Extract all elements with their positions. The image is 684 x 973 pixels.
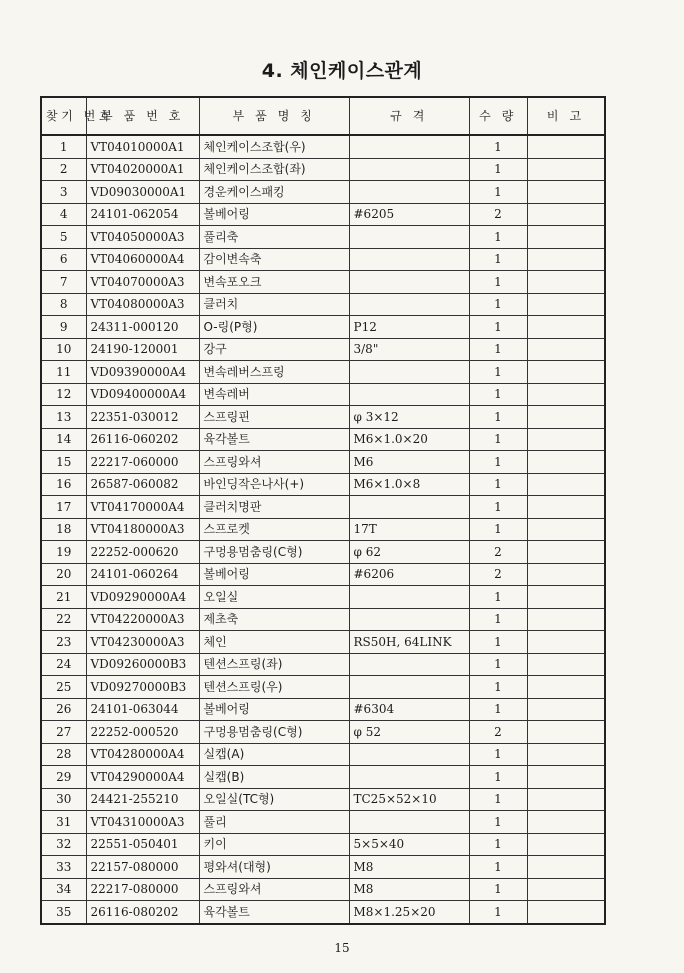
table-row [41,631,605,654]
parts-table [40,96,606,925]
row-find-number: 20 [41,563,86,586]
row-remarks [527,406,605,429]
row-part-name: 강구 [199,338,349,361]
row-quantity: 2 [469,563,527,586]
table-row [41,541,605,564]
row-remarks [527,833,605,856]
row-part-number: 24421-255210 [86,788,199,811]
row-remarks [527,901,605,924]
row-find-number: 7 [41,271,86,294]
row-part-name: 체인 [199,631,349,654]
row-part-number: 22351-030012 [86,406,199,429]
row-part-number: VD09030000A1 [86,181,199,204]
row-part-number: VT04020000A1 [86,158,199,181]
row-find-number: 10 [41,338,86,361]
row-part-number: VD09400000A4 [86,383,199,406]
header-remarks: 비 고 [527,97,605,135]
row-part-name: 볼베어링 [199,698,349,721]
row-part-number: VT04170000A4 [86,496,199,519]
row-part-name: 제초축 [199,608,349,631]
row-part-name: 키이 [199,833,349,856]
row-part-number: 24190-120001 [86,338,199,361]
row-spec: M6×1.0×20 [349,428,469,451]
row-spec: #6205 [349,203,469,226]
page-title: 4. 체인케이스관계 [261,60,423,82]
row-quantity: 1 [469,383,527,406]
table-row [41,518,605,541]
row-part-number: VD09290000A4 [86,586,199,609]
row-quantity: 1 [469,406,527,429]
table-row [41,788,605,811]
row-part-number: VT04290000A4 [86,766,199,789]
row-remarks [527,203,605,226]
row-part-number: VD09390000A4 [86,361,199,384]
row-find-number: 21 [41,586,86,609]
row-part-number: VD09270000B3 [86,676,199,699]
row-find-number: 23 [41,631,86,654]
row-part-name: 풀리 [199,811,349,834]
row-quantity: 1 [469,518,527,541]
row-find-number: 29 [41,766,86,789]
row-part-number: 24101-062054 [86,203,199,226]
row-part-name: 실캡(A) [199,743,349,766]
row-remarks [527,653,605,676]
row-quantity: 2 [469,721,527,744]
row-quantity: 1 [469,428,527,451]
row-remarks [527,518,605,541]
row-spec [349,811,469,834]
row-quantity: 1 [469,653,527,676]
row-quantity: 1 [469,181,527,204]
row-spec [349,496,469,519]
row-part-name: 풀리축 [199,226,349,249]
row-find-number: 5 [41,226,86,249]
table-row [41,428,605,451]
row-part-number: 22217-060000 [86,451,199,474]
row-spec [349,226,469,249]
table-row [41,698,605,721]
header-part-name: 부 품 명 칭 [199,97,349,135]
row-remarks [527,428,605,451]
row-remarks [527,181,605,204]
row-find-number: 12 [41,383,86,406]
table-row [41,135,605,158]
row-part-number: VD09260000B3 [86,653,199,676]
table-row [41,203,605,226]
row-quantity: 1 [469,473,527,496]
row-remarks [527,226,605,249]
row-quantity: 1 [469,226,527,249]
row-spec: RS50H, 64LINK [349,631,469,654]
row-find-number: 2 [41,158,86,181]
table-row [41,586,605,609]
table-row [41,833,605,856]
table-row [41,811,605,834]
row-remarks [527,721,605,744]
page-number: 15 [334,941,350,955]
row-find-number: 22 [41,608,86,631]
row-remarks [527,743,605,766]
row-remarks [527,563,605,586]
row-quantity: 1 [469,248,527,271]
row-quantity: 1 [469,293,527,316]
row-spec [349,383,469,406]
row-find-number: 16 [41,473,86,496]
row-quantity: 2 [469,541,527,564]
row-quantity: 1 [469,586,527,609]
row-find-number: 24 [41,653,86,676]
row-part-number: VT04220000A3 [86,608,199,631]
row-find-number: 27 [41,721,86,744]
row-remarks [527,631,605,654]
row-part-name: 체인케이스조합(우) [199,135,349,158]
row-spec [349,158,469,181]
row-quantity: 1 [469,698,527,721]
row-quantity: 1 [469,743,527,766]
row-remarks [527,271,605,294]
row-find-number: 30 [41,788,86,811]
row-part-name: 변속포오크 [199,271,349,294]
row-part-number: 22217-080000 [86,878,199,901]
row-remarks [527,878,605,901]
row-find-number: 32 [41,833,86,856]
row-find-number: 18 [41,518,86,541]
row-find-number: 9 [41,316,86,339]
row-part-number: 24101-063044 [86,698,199,721]
row-remarks [527,135,605,158]
row-part-name: 구멍용멈춤링(C형) [199,721,349,744]
row-remarks [527,338,605,361]
row-part-number: 26116-060202 [86,428,199,451]
row-find-number: 19 [41,541,86,564]
row-part-name: 텐션스프링(우) [199,676,349,699]
row-part-number: VT04010000A1 [86,135,199,158]
row-quantity: 1 [469,676,527,699]
row-spec [349,608,469,631]
table-row [41,181,605,204]
table-row [41,383,605,406]
table-row [41,293,605,316]
row-part-number: 22551-050401 [86,833,199,856]
table-row [41,158,605,181]
row-remarks [527,248,605,271]
row-part-number: 22157-080000 [86,856,199,879]
row-part-number: 22252-000520 [86,721,199,744]
table-row [41,451,605,474]
table-row [41,338,605,361]
row-spec [349,271,469,294]
row-spec: M8×1.25×20 [349,901,469,924]
row-quantity: 1 [469,608,527,631]
table-row [41,316,605,339]
row-part-name: 육각볼트 [199,428,349,451]
row-quantity: 1 [469,856,527,879]
row-spec [349,586,469,609]
row-spec: φ 3×12 [349,406,469,429]
row-quantity: 1 [469,496,527,519]
row-part-name: 경운케이스패킹 [199,181,349,204]
row-remarks [527,361,605,384]
row-part-number: 24101-060264 [86,563,199,586]
row-remarks [527,811,605,834]
row-part-name: 평와셔(대형) [199,856,349,879]
row-part-number: VT04280000A4 [86,743,199,766]
row-spec: M6 [349,451,469,474]
row-part-name: 텐션스프링(좌) [199,653,349,676]
row-remarks [527,383,605,406]
row-find-number: 11 [41,361,86,384]
row-part-number: VT04230000A3 [86,631,199,654]
row-remarks [527,676,605,699]
row-part-name: 클러치 [199,293,349,316]
row-spec: 17T [349,518,469,541]
header-part-number: 부 품 번 호 [86,97,199,135]
row-part-name: 스프로켓 [199,518,349,541]
table-row [41,878,605,901]
row-quantity: 1 [469,135,527,158]
row-spec [349,766,469,789]
table-row [41,496,605,519]
row-part-number: 24311-000120 [86,316,199,339]
row-spec [349,181,469,204]
table-row [41,406,605,429]
row-quantity: 1 [469,811,527,834]
row-spec: TC25×52×10 [349,788,469,811]
row-spec: #6206 [349,563,469,586]
row-part-name: 실캡(B) [199,766,349,789]
row-part-name: 볼베어링 [199,563,349,586]
row-quantity: 1 [469,338,527,361]
row-part-name: 감이변속축 [199,248,349,271]
row-part-name: O-링(P형) [199,316,349,339]
row-remarks [527,541,605,564]
row-part-name: 구멍용멈춤링(C형) [199,541,349,564]
row-part-name: 변속레버 [199,383,349,406]
row-remarks [527,856,605,879]
table-row [41,226,605,249]
row-part-number: 22252-000620 [86,541,199,564]
row-spec [349,743,469,766]
row-part-name: 스프링핀 [199,406,349,429]
table-row [41,721,605,744]
row-find-number: 28 [41,743,86,766]
row-find-number: 25 [41,676,86,699]
row-spec: φ 52 [349,721,469,744]
row-find-number: 3 [41,181,86,204]
row-spec: 5×5×40 [349,833,469,856]
row-find-number: 15 [41,451,86,474]
row-part-number: VT04060000A4 [86,248,199,271]
row-find-number: 6 [41,248,86,271]
row-spec: M6×1.0×8 [349,473,469,496]
table-row [41,473,605,496]
row-find-number: 8 [41,293,86,316]
row-find-number: 4 [41,203,86,226]
header-find-number: 찾기 번호 [41,97,86,135]
table-row [41,743,605,766]
row-spec [349,248,469,271]
row-remarks [527,293,605,316]
row-spec [349,135,469,158]
row-spec: 3/8" [349,338,469,361]
header-spec: 규 격 [349,97,469,135]
row-quantity: 1 [469,271,527,294]
row-part-number: 26587-060082 [86,473,199,496]
row-quantity: 1 [469,361,527,384]
row-quantity: 2 [469,203,527,226]
row-part-name: 오일실(TC형) [199,788,349,811]
row-part-name: 스프링와셔 [199,878,349,901]
table-row [41,856,605,879]
row-quantity: 1 [469,316,527,339]
row-find-number: 35 [41,901,86,924]
row-part-number: VT04180000A3 [86,518,199,541]
table-row [41,361,605,384]
table-row [41,766,605,789]
row-part-name: 변속레버스프링 [199,361,349,384]
row-find-number: 34 [41,878,86,901]
row-find-number: 13 [41,406,86,429]
table-row [41,608,605,631]
row-spec: #6304 [349,698,469,721]
row-quantity: 1 [469,451,527,474]
row-part-name: 바인딩작은나사(+) [199,473,349,496]
row-part-number: VT04310000A3 [86,811,199,834]
row-remarks [527,451,605,474]
row-remarks [527,316,605,339]
table-row [41,653,605,676]
row-quantity: 1 [469,631,527,654]
row-part-name: 체인케이스조합(좌) [199,158,349,181]
table-row [41,563,605,586]
row-spec [349,653,469,676]
row-find-number: 33 [41,856,86,879]
row-remarks [527,496,605,519]
table-row [41,901,605,924]
row-remarks [527,586,605,609]
row-remarks [527,158,605,181]
header-quantity: 수 량 [469,97,527,135]
row-quantity: 1 [469,788,527,811]
row-spec: M8 [349,856,469,879]
row-part-name: 볼베어링 [199,203,349,226]
row-find-number: 17 [41,496,86,519]
row-find-number: 26 [41,698,86,721]
row-quantity: 1 [469,878,527,901]
table-row [41,676,605,699]
row-spec: P12 [349,316,469,339]
row-remarks [527,473,605,496]
row-remarks [527,608,605,631]
row-quantity: 1 [469,833,527,856]
row-quantity: 1 [469,766,527,789]
row-part-number: VT04080000A3 [86,293,199,316]
row-part-name: 오일실 [199,586,349,609]
row-part-name: 육각볼트 [199,901,349,924]
row-remarks [527,698,605,721]
row-spec [349,361,469,384]
row-part-number: 26116-080202 [86,901,199,924]
row-spec: M8 [349,878,469,901]
row-find-number: 1 [41,135,86,158]
row-spec: φ 62 [349,541,469,564]
table-row [41,271,605,294]
row-part-number: VT04050000A3 [86,226,199,249]
table-row [41,248,605,271]
row-remarks [527,766,605,789]
row-part-number: VT04070000A3 [86,271,199,294]
row-spec [349,676,469,699]
row-quantity: 1 [469,158,527,181]
row-spec [349,293,469,316]
row-part-name: 스프링와셔 [199,451,349,474]
row-remarks [527,788,605,811]
row-part-name: 클러치명판 [199,496,349,519]
table-header-row [41,97,605,135]
row-find-number: 14 [41,428,86,451]
row-quantity: 1 [469,901,527,924]
row-find-number: 31 [41,811,86,834]
